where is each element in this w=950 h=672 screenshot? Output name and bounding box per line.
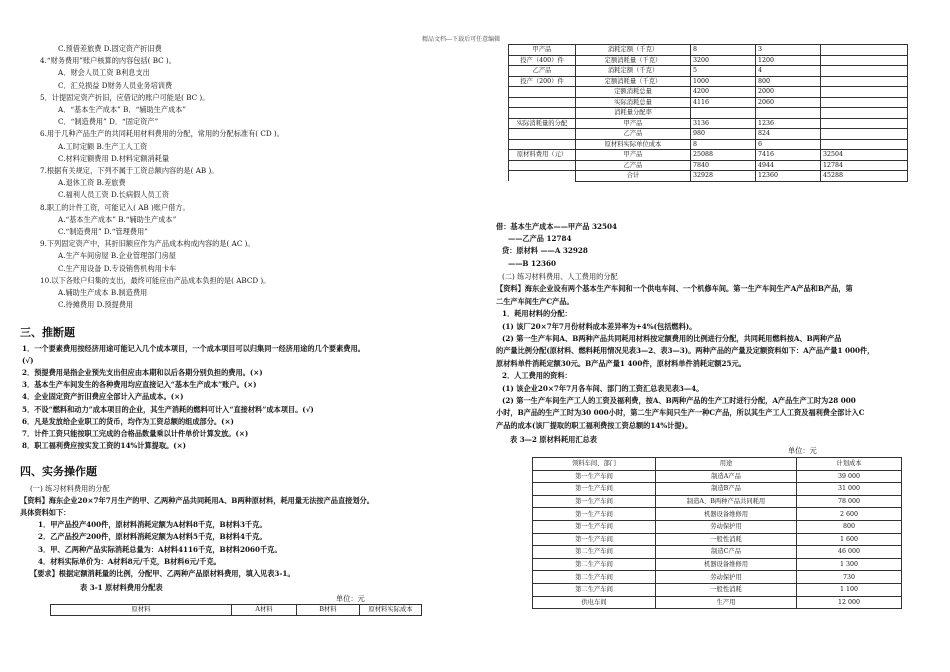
text-line: ——乙产品 12784 [508,234,572,244]
table-cell [509,171,576,182]
table-cell [509,160,576,171]
table-cell: 第一生产车间 [533,483,656,496]
table-row [533,533,902,546]
table-header-cell: 计划成本 [797,458,902,471]
text-line: 1．甲产品投产400件，原材料消耗定额为A材料8千克，B材料3千克。 [38,520,267,530]
table-cell: 12360 [756,171,821,182]
text-line: 7.根据有关规定，下列不属于工资总额内容的是( AB )。 [40,166,219,175]
text-line: 3．基本生产车间发生的各种费用均应直接记入“基本生产成本”账户。(×) [22,380,257,390]
table-row [533,458,902,471]
table-cell: 供电车间 [533,596,656,609]
table-cell: 第一生产车间 [533,533,656,546]
text-line: A.辅助生产成本 B.制造费用 [58,288,148,297]
table-cell: 机器设备维修用 [656,508,797,521]
table-cell [821,97,908,108]
text-line: 4.“财务费用”账户核算的内容包括( BC )。 [40,56,176,66]
text-line: C．汇兑损益 D财务人员业务培训费 [58,80,173,90]
table-cell: 第一生产车间 [533,470,656,483]
text-line: 4．企业固定资产折旧费应全部计入产品成本。(×) [22,392,184,402]
table-cell: 1 100 [797,583,902,596]
table-cell: 第一生产车间 [533,495,656,508]
text-line: 的产量比例分配(原材料、燃料耗用情况见表3—2、表3—3)。两种产品的产量及定额资料如下：A产品产量1 000件， [496,346,875,356]
table-3-1-title: 表 3-1 原材料费用分配表 [80,583,163,592]
text-line: 产品的成本(该厂提取的职工福利费按工资总额的14%计提)。 [496,420,693,430]
table-cell: 8 [691,45,756,56]
table-cell: 1 300 [797,558,902,571]
text-line: 4．材料实际单价为：A材料8元/千克，B材料6元/千克。 [38,556,221,566]
text-line: 二生产车间生产C产品。 [496,296,574,306]
table-cell: 800 [797,520,902,533]
table-cell: 25088 [691,150,756,161]
text-line: 7．计件工资只能按职工完成的合格品数量乘以计件单价计算发放。(×) [22,428,249,438]
table-row [533,470,902,483]
table-cell: 3200 [691,55,756,66]
table-row [533,483,902,496]
text-line: 8．职工福利费应按实发工资的14%计算提取。(×) [22,440,187,450]
table-cell: 1000 [691,76,756,87]
table-cell [821,66,908,77]
text-line: (1) 该企业20×7年7月各车间、部门的工资汇总表见表3—4。 [502,383,704,393]
table-cell [821,118,908,129]
table-row [509,45,908,56]
table-header-cell: 用途 [656,458,797,471]
table-row [509,139,908,150]
table-cell [821,129,908,140]
text-line: A．“基本生产成本” B．“辅助生产成本” [58,105,187,114]
table-row [533,558,902,571]
table-cell: 原材料费用（元） [509,150,576,161]
table-cell [821,139,908,150]
table-cell: 3136 [691,118,756,129]
table-cell: 第二生产车间 [533,583,656,596]
table-cell: 3 [756,45,821,56]
table-cell: 8 [691,139,756,150]
text-line: 【要求】根据定额消耗量的比例，分配甲、乙两种产品原材料费用，填入见表3-1。 [30,568,295,578]
table-cell [509,108,576,119]
text-line: 5．不设“燃料和动力”成本项目的企业，其生产消耗的燃料可计入“直接材料”成本项目。(√) [22,404,314,414]
page-header-caption: 精品文档---下载后可任意编辑 [422,36,501,43]
table-3-1 [50,604,422,616]
table-cell: 1 600 [797,533,902,546]
table-cell: 4116 [691,97,756,108]
table-cell: 第一生产车间 [533,520,656,533]
table-cell: 原材料实际单位成本 [576,139,691,150]
text-line: 8.职工的计件工资，可能记入( AB )账户借方。 [40,202,190,212]
table-cell: 32504 [821,150,908,161]
table-cell: 2060 [756,97,821,108]
table-row [509,160,908,171]
text-line: 2．预提费用是指企业预先支出但应由本期和以后各期分别负担的费用。(×) [22,368,263,378]
table-cell [756,108,821,119]
table-cell: 定额消耗量（千克） [576,76,691,87]
text-line: 6.用于几种产品生产的共同耗用材料费用的分配，常用的分配标准有( CD )。 [40,129,284,139]
text-line: 小时，B产品的生产工时为30 000小时，第二生产车间只生产一种C产品，所以其生产工人工资及福利费全部计入C [496,408,865,418]
table-3-2 [532,457,902,609]
table-cell: 投产（400）件 [509,55,576,66]
table-cell: 合计 [576,171,691,182]
table-row [509,97,908,108]
table-cell: 制造B产品 [656,483,797,496]
table-cell: 制造C产品 [656,546,797,559]
table-cell: 消耗量分配率 [576,108,691,119]
table-cell: 定额消耗量（千克） [576,55,691,66]
table-cell: 第二生产车间 [533,558,656,571]
table-cell: 机器设备维修用 [656,558,797,571]
table-cell: 46 000 [797,546,902,559]
text-line: C．“制造费用” D．“固定资产” [58,117,159,127]
table-cell: 980 [691,129,756,140]
table-cell: 12 000 [797,596,902,609]
table-row [509,108,908,119]
table-row [533,596,902,609]
table-cell [821,55,908,66]
table-cell: 4944 [756,160,821,171]
table-cell: 32928 [691,171,756,182]
table-cell [691,108,756,119]
table-cell: 一般性消耗 [656,533,797,546]
table-cell: 39 000 [797,470,902,483]
table-row [51,605,422,616]
text-line: C.材料定额费用 D.材料定额消耗量 [58,153,170,163]
text-line: 1．一个要素费用按经济用途可能记入几个成本项目，一个成本项目可以归集同一经济用途的几个要素费用。 [22,344,365,353]
table-cell: 2 600 [797,508,902,521]
table-row [509,76,908,87]
table-row [509,171,908,182]
table-row [533,571,902,584]
text-line: C.待摊费用 D.预提费用 [58,300,134,310]
table-header-cell: 原材料实际成本 [360,605,422,616]
table-cell: 乙产品 [576,129,691,140]
text-line: (二) 练习材料费用、人工费用的分配 [502,272,618,281]
table-3-1-unit: 单位：元 [336,594,365,603]
table-row [509,87,908,98]
table-row [509,129,908,140]
section-3-title: 三、推断题 [20,326,75,339]
table-row [509,66,908,77]
table-cell: 乙产品 [509,66,576,77]
table-cell: 4200 [691,87,756,98]
material-allocation-table [508,44,908,182]
text-line: 2．乙产品投产200件，原材料消耗定额为A材料5千克，B材料4千克。 [38,532,267,542]
table-cell: 7416 [756,150,821,161]
table-cell [821,108,908,119]
text-line: A.“基本生产成本” B.“辅助生产成本” [58,214,177,224]
text-line: 2．人工费用的资料： [502,371,572,381]
text-line: 5．计提固定资产折旧，应借记的账户可能是( BC )。 [40,92,210,102]
table-cell: 1200 [756,55,821,66]
text-line: C.福利人员工资 D.长病假人员工资 [58,190,170,200]
table-cell [821,45,908,56]
text-line: C.预借差旅费 D.固定资产折旧费 [58,44,162,53]
text-line: A.退休工资 B.差旅费 [58,178,126,188]
table-cell: 45288 [821,171,908,182]
text-line: 贷：原材料 ——A 32928 [502,246,588,256]
table-header-cell: A材料 [232,605,297,616]
text-line: ——B 12360 [508,258,556,268]
table-row [509,55,908,66]
text-line: (2) 第一生产车间生产工人的工资及福利费，按A、B两种产品的生产工时进行分配，A产品生产工时为28 000 [502,396,856,405]
table-cell: 消耗定额（千克） [576,66,691,77]
table-cell: 乙产品 [576,160,691,171]
table-cell [821,87,908,98]
table-cell: 制造A、B两种产品共同耗用 [656,495,797,508]
text-line: 10.以下各账户归集的支出，最终可能应由产品成本负担的是( ABCD )。 [40,275,271,285]
table-cell: 制造A产品 [656,470,797,483]
table-cell: 消耗定额（千克） [576,45,691,56]
table-cell [821,76,908,87]
text-line: (1) 该厂20×7年7月份材料成本差异率为+4%(包括燃料)。 [502,321,697,331]
text-line: A.生产车间房屋 B.企业管理部门房屋 [58,251,176,261]
text-line: C.生产用设备 D.专设销售机构用卡车 [58,263,177,273]
text-line: A.工时定额 B.生产工人工资 [58,141,148,151]
table-cell [509,87,576,98]
text-line: 1．耗用材料的分配： [502,309,572,319]
table-row [533,520,902,533]
text-line: 6．凡是发放给企业职工的货币，均作为工资总额的组成部分。(×) [22,416,234,426]
text-line: 具体资料如下： [20,508,71,518]
table-cell: 第一生产车间 [533,508,656,521]
text-line: A．财会人员工资 B利息支出 [58,68,150,78]
table-cell: 甲产品 [576,118,691,129]
table-cell: 投产（200）件 [509,76,576,87]
table-header-cell: 领料车间、部门 [533,458,656,471]
table-header-cell: B材料 [297,605,360,616]
table-row [533,495,902,508]
table-row [509,118,908,129]
table-cell: 5 [691,66,756,77]
table-cell [509,139,576,150]
table-header-cell: 原材料 [51,605,232,616]
table-cell: 31 000 [797,483,902,496]
section-4-title: 四、实务操作题 [20,465,97,478]
text-line: (一) 练习材料费用的分配 [30,484,110,493]
table-row [533,508,902,521]
text-line: 借：基本生产成本——甲产品 32504 [496,222,617,231]
table-cell: 第二生产车间 [533,571,656,584]
table-cell: 1236 [756,118,821,129]
table-cell: 定额消耗总量 [576,87,691,98]
table-cell: 824 [756,129,821,140]
table-cell [509,97,576,108]
text-line: 3．甲、乙两种产品实际消耗总量为：A材料4116千克，B材料2060千克。 [38,544,282,554]
table-row [509,150,908,161]
table-cell: 甲产品 [576,150,691,161]
text-line: 9.下列固定资产中，其折旧额应作为产品成本构成内容的是( AC )。 [40,239,255,249]
table-cell: 实际消耗总量 [576,97,691,108]
table-row [533,546,902,559]
table-cell: 78 000 [797,495,902,508]
table-cell: 实际消耗量的分配 [509,118,576,129]
table-cell: 一般性消耗 [656,583,797,596]
table-cell: 第二生产车间 [533,546,656,559]
table-cell: 甲产品 [509,45,576,56]
text-line: C.“制造费用” D.“管理费用” [58,227,148,236]
text-line: (√) [22,356,34,366]
table-cell: 7840 [691,160,756,171]
table-3-2-title: 表 3—2 原材料耗用汇总表 [510,435,597,444]
text-line: 【资料】海东企业设有两个基本生产车间和一个供电车间、一个机修车间。第一生产车间生产A产品和B产品，第 [496,284,853,294]
table-cell: 2000 [756,87,821,98]
table-cell: 劳动保护用 [656,571,797,584]
table-cell: 生产用 [656,596,797,609]
table-cell: 4 [756,66,821,77]
table-cell: 730 [797,571,902,584]
text-line: 原材料单件消耗定额30元。B产品产量1 400件，原材料单件消耗定额25元。 [496,358,746,368]
text-line: (2) 第一生产车间A、B两种产品共同耗用材料按定额费用的比例进行分配，共同耗用燃料按A、B两种产品 [502,334,842,343]
table-cell [509,129,576,140]
text-line: 【资料】海东企业20×7年7月生产的甲、乙两种产品共同耗用A、B两种原材料，耗用量无法按产品直接划分。 [20,496,374,506]
table-row [533,583,902,596]
table-cell: 800 [756,76,821,87]
table-cell: 6 [756,139,821,150]
table-3-2-unit: 单位：元 [788,446,817,455]
table-cell: 12784 [821,160,908,171]
table-cell: 劳动保护用 [656,520,797,533]
